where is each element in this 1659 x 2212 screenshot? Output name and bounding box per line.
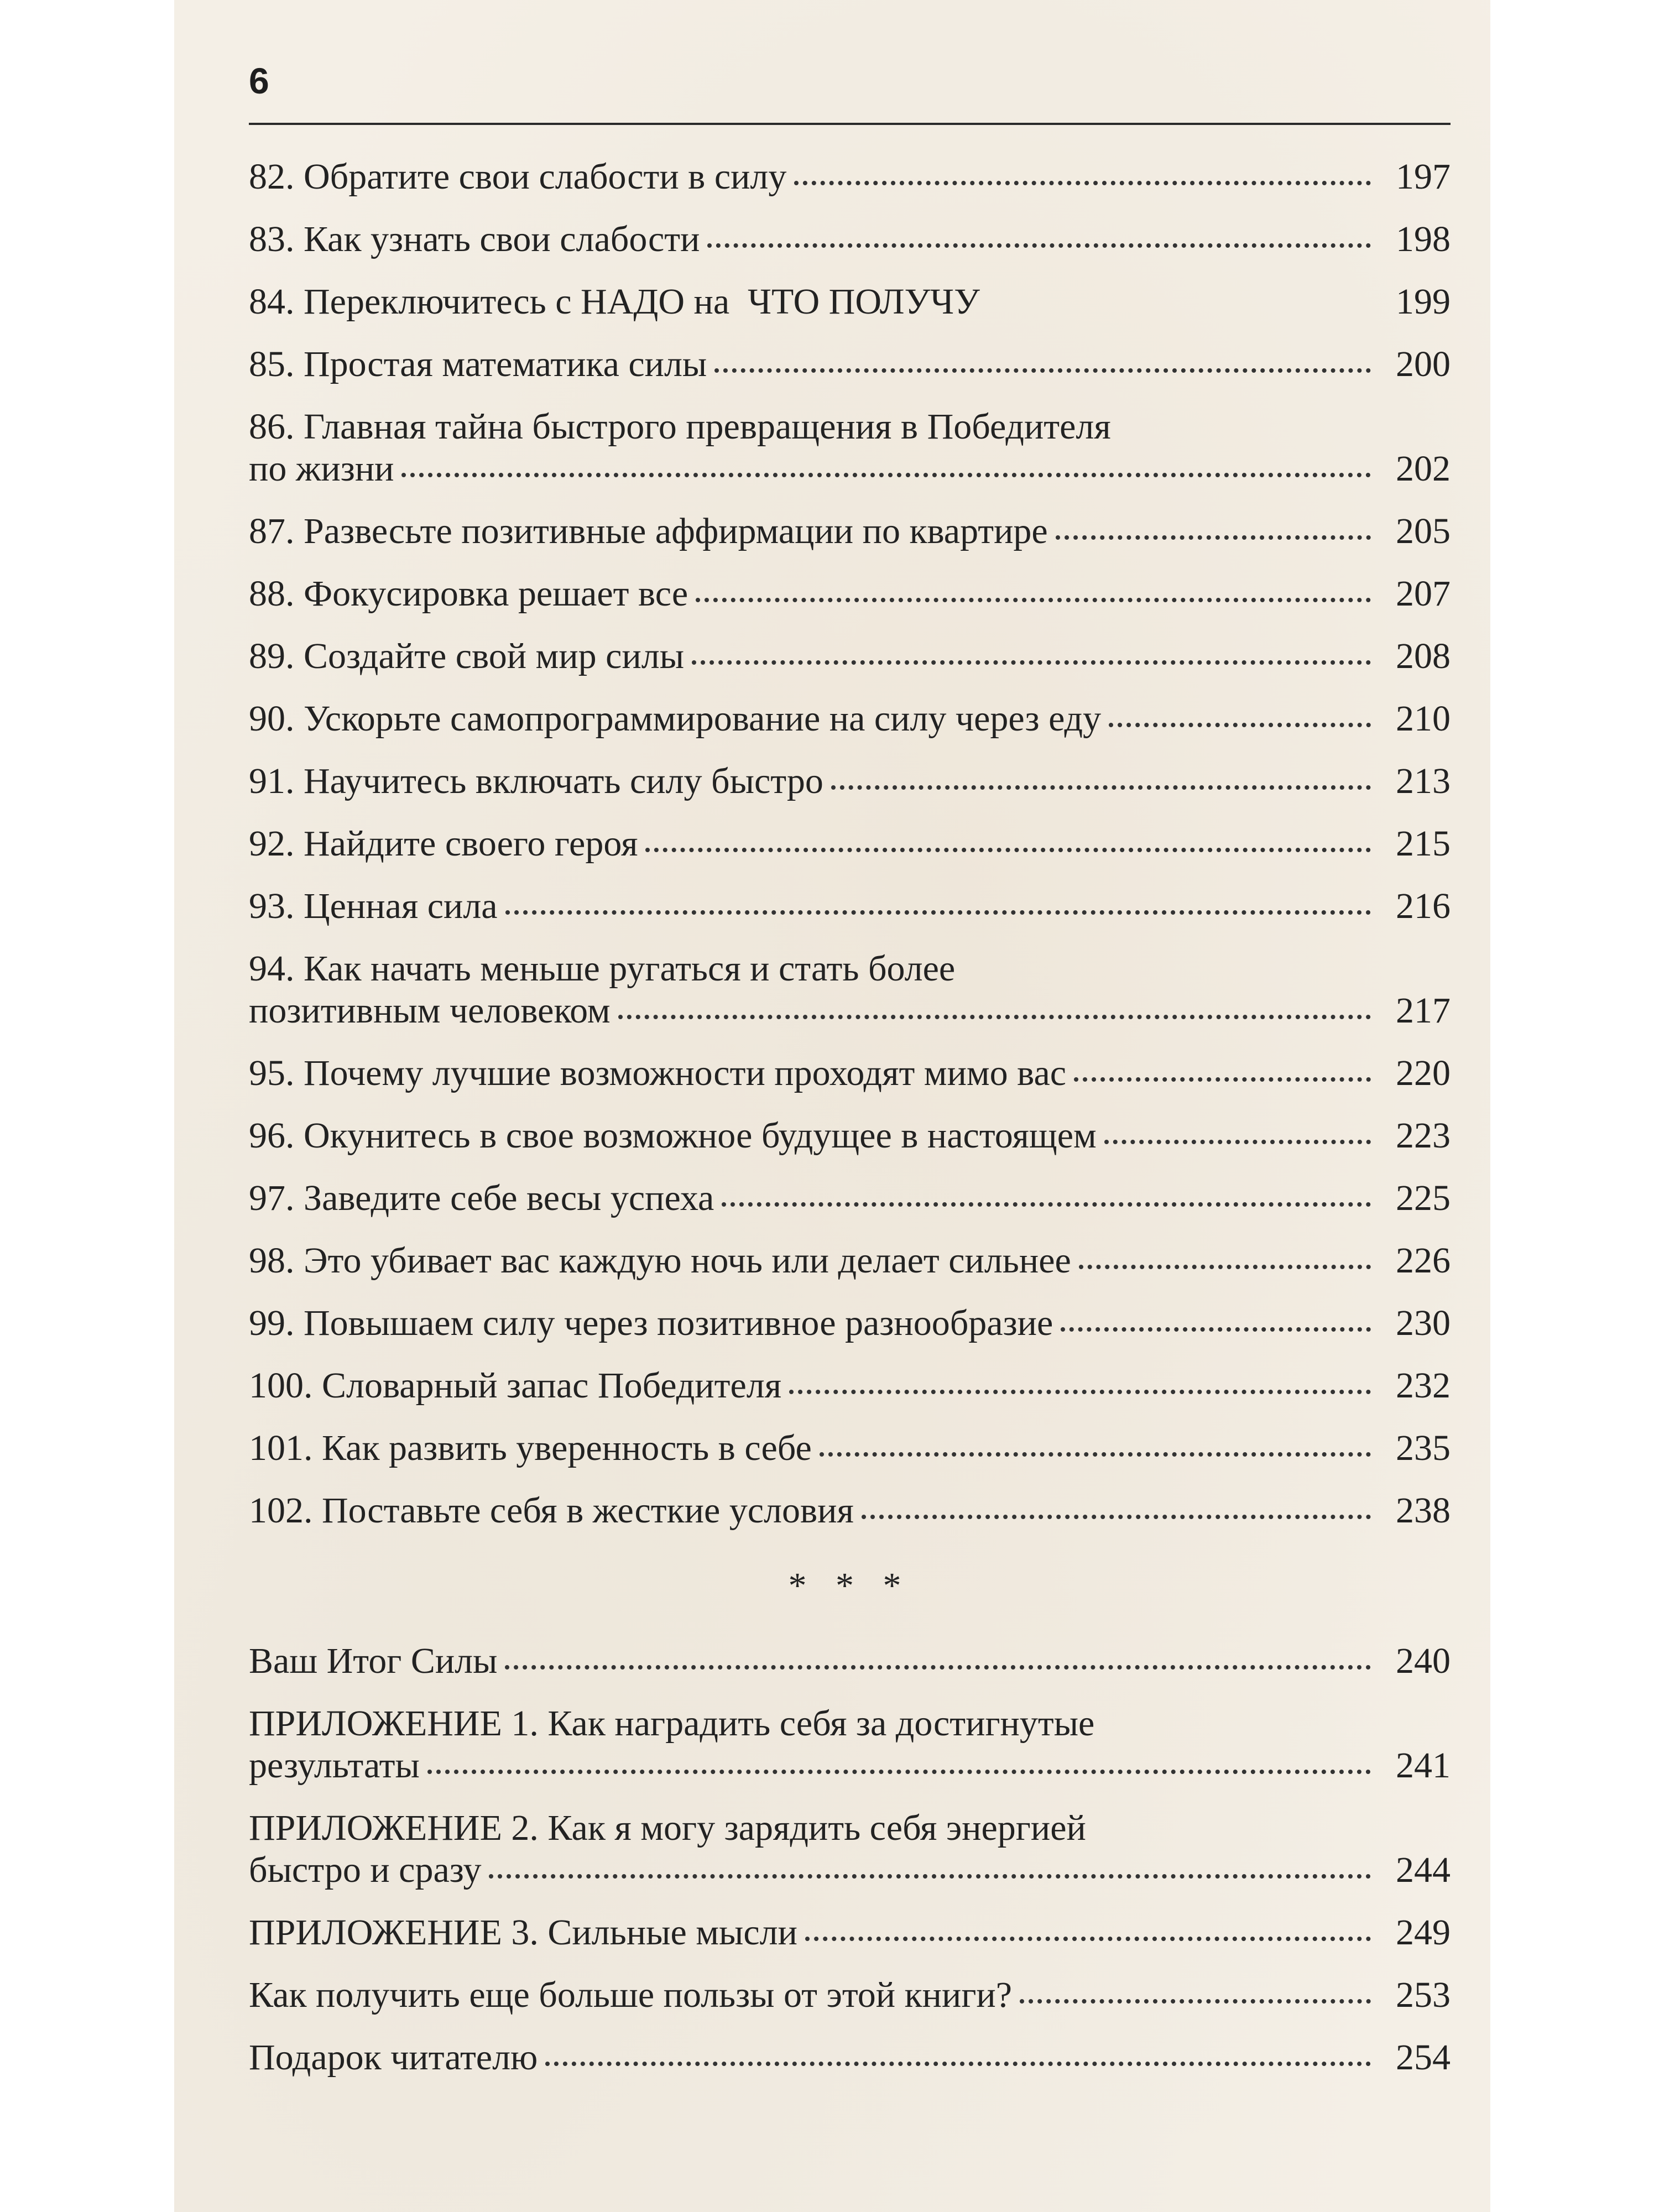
dot-leader [805, 1937, 1371, 1941]
toc-entry-page: 225 [1396, 1178, 1451, 1218]
toc-entry-title-line2: позитивным человеком [249, 990, 611, 1031]
toc-entry-85[interactable] [249, 343, 1451, 385]
dot-leader [1074, 1077, 1371, 1082]
toc-entry-title: 95. Почему лучшие возможности проходят мимо вас [249, 1053, 1067, 1093]
toc-entry-title-line1: ПРИЛОЖЕНИЕ 1. Как наградить себя за достигнутые [249, 1703, 1095, 1744]
dot-leader [618, 1015, 1371, 1019]
toc-entry-page: 199 [1396, 281, 1451, 322]
toc-entry-93[interactable] [249, 885, 1451, 927]
toc-entry-title: Подарок читателю [249, 2037, 538, 2078]
toc-entry-96[interactable] [249, 1115, 1451, 1157]
toc-entry-page: 244 [1396, 1850, 1451, 1890]
toc-entry-title-line1: 86. Главная тайна быстрого превращения в Победителя [249, 406, 1111, 447]
toc-entry-title: 85. Простая математика силы [249, 344, 707, 384]
toc-entry-page: 241 [1396, 1745, 1451, 1786]
dot-leader [789, 1390, 1371, 1394]
toc-entry-page: 254 [1396, 2037, 1451, 2078]
toc-entry-page: 198 [1396, 219, 1451, 259]
toc-entry-86[interactable] [249, 406, 1451, 490]
toc-entry-title-line2: быстро и сразу [249, 1850, 482, 1890]
toc-entry-95[interactable] [249, 1052, 1451, 1094]
toc-entry-title: 96. Окунитесь в свое возможное будущее в настоящем [249, 1115, 1097, 1156]
toc-entry-title: 87. Развесьте позитивные аффирмации по квартире [249, 511, 1048, 551]
toc-entry-88[interactable] [249, 573, 1451, 615]
dot-leader [489, 1874, 1371, 1879]
toc-entry-page: 230 [1396, 1303, 1451, 1343]
toc-entry-title: 102. Поставьте себя в жесткие условия [249, 1490, 854, 1531]
dot-leader [401, 473, 1371, 477]
dot-leader [1061, 1327, 1371, 1332]
toc-entry-title: 100. Словарный запас Победителя [249, 1365, 782, 1406]
toc-entry-page: 217 [1396, 990, 1451, 1031]
toc-entry-title: 101. Как развить уверенность в себе [249, 1428, 812, 1468]
toc-entry-page: 220 [1396, 1053, 1451, 1093]
toc-entry-title: ПРИЛОЖЕНИЕ 3. Сильные мысли [249, 1912, 797, 1953]
toc-entry-page: 232 [1396, 1365, 1451, 1406]
page-number: 6 [249, 60, 269, 101]
dot-leader [1056, 535, 1371, 540]
dot-leader [645, 848, 1371, 852]
dot-leader [1104, 1140, 1371, 1144]
dot-leader [505, 910, 1371, 915]
toc-entry-title: 91. Научитесь включать силу быстро [249, 761, 823, 801]
toc-entry-97[interactable] [249, 1177, 1451, 1219]
toc-entry-page: 205 [1396, 511, 1451, 551]
toc-entry-page: 213 [1396, 761, 1451, 801]
toc-entry-page: 210 [1396, 698, 1451, 739]
toc-entry-101[interactable] [249, 1427, 1451, 1469]
dot-leader [831, 785, 1371, 790]
toc-entry-83[interactable] [249, 218, 1451, 260]
toc-entry-title: 93. Ценная сила [249, 886, 498, 926]
toc-entry-title-line1: ПРИЛОЖЕНИЕ 2. Как я могу зарядить себя энергией [249, 1808, 1086, 1848]
toc-entry-page: 197 [1396, 156, 1451, 197]
book-page [174, 0, 1490, 2212]
toc-entry-page: 240 [1396, 1641, 1451, 1681]
toc-entry-page: 207 [1396, 573, 1451, 614]
toc-entry-page: 208 [1396, 636, 1451, 676]
dot-leader [1020, 1999, 1371, 2004]
toc-entry-appendix-2[interactable] [249, 1807, 1451, 1891]
section-separator: * * * [788, 1566, 911, 1606]
dot-leader [505, 1665, 1371, 1670]
dot-leader [988, 306, 1371, 310]
dot-leader [1109, 723, 1371, 727]
toc-entry-91[interactable] [249, 760, 1451, 802]
toc-entry-84[interactable] [249, 281, 1451, 323]
toc-entry-page: 238 [1396, 1490, 1451, 1531]
toc-entry-page: 223 [1396, 1115, 1451, 1156]
toc-entry-page: 253 [1396, 1975, 1451, 2015]
toc-entry-title-line2: результаты [249, 1745, 420, 1786]
header-rule [249, 123, 1451, 125]
dot-leader [722, 1202, 1371, 1207]
toc-entry-title: Ваш Итог Силы [249, 1641, 498, 1681]
toc-entry-page: 216 [1396, 886, 1451, 926]
toc-entry-90[interactable] [249, 698, 1451, 740]
toc-entry-page: 235 [1396, 1428, 1451, 1468]
toc-entry-100[interactable] [249, 1365, 1451, 1407]
toc-entry-gift[interactable] [249, 2037, 1451, 2079]
toc-entry-title: 98. Это убивает вас каждую ночь или делает сильнее [249, 1240, 1071, 1281]
toc-entry-summary[interactable] [249, 1640, 1451, 1682]
dot-leader [794, 181, 1371, 185]
toc-entry-99[interactable] [249, 1302, 1451, 1344]
dot-leader [692, 660, 1371, 665]
toc-entry-page: 215 [1396, 823, 1451, 864]
toc-entry-98[interactable] [249, 1240, 1451, 1282]
toc-entry-82[interactable] [249, 156, 1451, 198]
toc-entry-title: 83. Как узнать свои слабости [249, 219, 700, 259]
dot-leader [714, 368, 1371, 373]
toc-entry-more-value[interactable] [249, 1974, 1451, 2016]
toc-entry-title: 89. Создайте свой мир силы [249, 636, 685, 676]
toc-entry-title: 82. Обратите свои слабости в силу [249, 156, 787, 197]
toc-entry-title: 97. Заведите себе весы успеха [249, 1178, 714, 1218]
dot-leader [427, 1770, 1371, 1774]
toc-entry-title: 84. Переключитесь с НАДО на ЧТО ПОЛУЧУ [249, 281, 980, 322]
toc-entry-page: 200 [1396, 344, 1451, 384]
dot-leader [545, 2062, 1371, 2066]
toc-entry-title: 92. Найдите своего героя [249, 823, 638, 864]
toc-entry-title: 99. Повышаем силу через позитивное разнообразие [249, 1303, 1053, 1343]
toc-entry-title: 90. Ускорьте самопрограммирование на силу через еду [249, 698, 1102, 739]
toc-entry-title: 88. Фокусировка решает все [249, 573, 688, 614]
toc-entry-page: 226 [1396, 1240, 1451, 1281]
toc-entry-title: Как получить еще больше пользы от этой книги? [249, 1975, 1013, 2015]
dot-leader [707, 243, 1371, 248]
table-of-contents [249, 156, 1451, 2099]
dot-leader [820, 1452, 1371, 1457]
toc-entry-89[interactable] [249, 635, 1451, 677]
toc-entry-92[interactable] [249, 823, 1451, 865]
dot-leader [696, 598, 1371, 602]
toc-entry-title-line2: по жизни [249, 448, 394, 489]
toc-entry-94[interactable] [249, 948, 1451, 1032]
toc-entry-appendix-3[interactable] [249, 1912, 1451, 1954]
toc-entry-87[interactable] [249, 510, 1451, 552]
toc-entry-appendix-1[interactable] [249, 1703, 1451, 1787]
toc-entry-page: 202 [1396, 448, 1451, 489]
toc-entry-title-line1: 94. Как начать меньше ругаться и стать более [249, 948, 956, 989]
dot-leader [862, 1515, 1371, 1519]
toc-entry-page: 249 [1396, 1912, 1451, 1953]
dot-leader [1079, 1265, 1371, 1269]
toc-entry-102[interactable] [249, 1490, 1451, 1532]
